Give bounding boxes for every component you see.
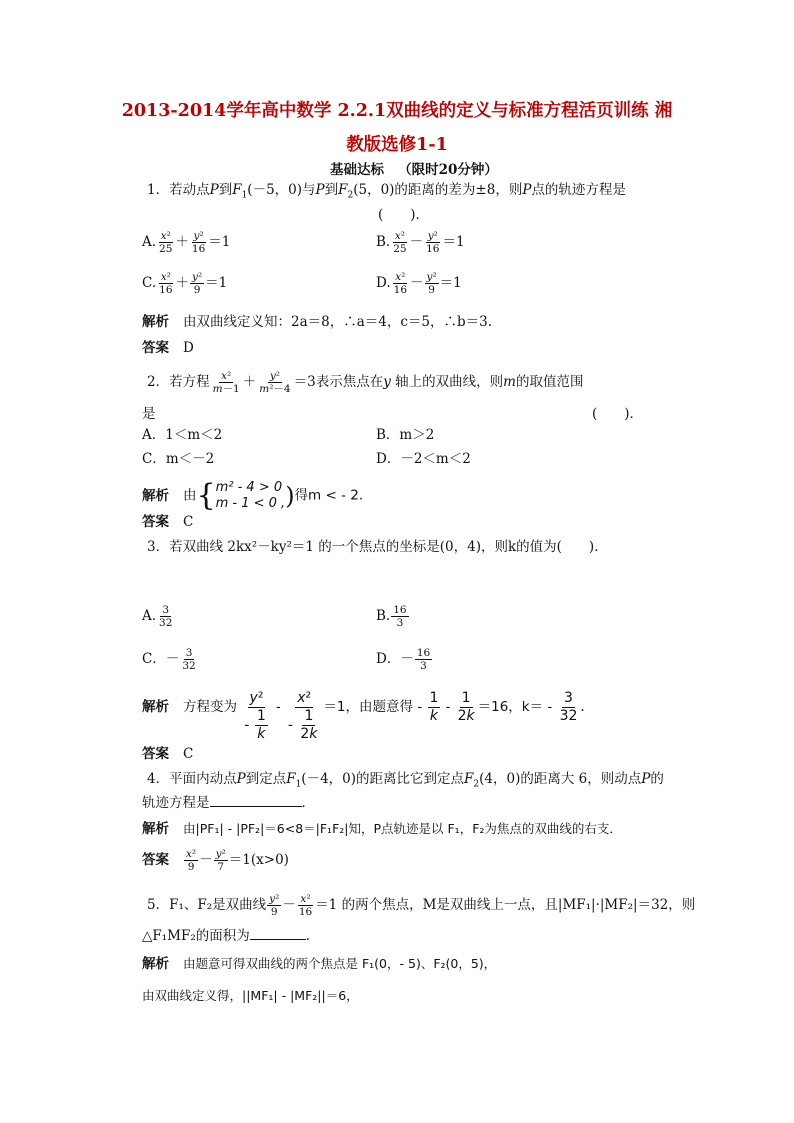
q3-option-d: D．－ $\frac{16}{3}$ xyxy=(376,647,431,672)
section-name: 基础达标 xyxy=(330,162,384,178)
q1-analysis: 解析 由双曲线定义知：2a＝8，∴a＝4，c＝5，∴b＝3. xyxy=(142,314,493,330)
q1-stem: 1．若动点P到$F_1(-5$，0)与P到$F_2(5$，0)的距离的差为±8，则P点的轨迹方程是 xyxy=(147,182,626,201)
q2-option-a: A．1＜m＜2 xyxy=(142,427,223,443)
document-title: 2013-2014学年高中数学 2.2.1双曲线的定义与标准方程活页训练 湘 xyxy=(121,101,673,121)
q2-option-c: C．m＜－2 xyxy=(142,451,215,467)
q1-option-a: A. $\frac{\text{x²}}{25}$ ＋ $\frac{\text{y²}}{16}$ ＝1 xyxy=(142,230,231,255)
q3-option-c: C．－ $\frac{3}{32}$ xyxy=(142,647,196,672)
q4-stem-line2: 轨迹方程是 ． xyxy=(142,792,315,813)
q3-option-a: A. $\frac{3}{32}$ xyxy=(142,604,173,629)
q5-analysis: 解析 由题意可得双曲线的两个焦点是 F₁(0，- 5)、F₂(0，5)， xyxy=(142,956,497,972)
q5-answer-blank xyxy=(250,925,306,940)
q2-answer: 答案 C xyxy=(142,514,194,530)
q4-stem: 4．平面内动点P到定点$F_1(-4$，0)的距离比它到定点$F_2(4$，0)的距离大 6，则动点P的 xyxy=(147,771,664,790)
q4-answer: 答案 $\frac{\text{x²}}{9}$ － $\frac{\text{y²}}{7}$ ＝1(x>0) xyxy=(142,848,289,873)
q2-stem-line2: 是 xyxy=(142,406,156,422)
document-title-line2: 教版选修1-1 xyxy=(346,135,448,155)
q3-option-b: B. $\frac{16}{3}$ xyxy=(376,604,407,629)
q2-analysis: 解析 由{ m² - 4 > 0 m - 1 < 0 , )得m < - 2. xyxy=(142,478,364,513)
q5-stem-line2: △F₁MF₂的面积为 ． xyxy=(142,925,319,946)
section-heading xyxy=(330,160,498,180)
q4-analysis: 解析 由|PF₁| - |PF₂|＝6<8＝|F₁F₂|知，P点轨迹是以 F₁，F₂为焦点的双曲线的右支． xyxy=(142,821,622,837)
q1-option-b: B. $\frac{\text{x²}}{25}$ － $\frac{\text{y²}}{16}$ ＝1 xyxy=(376,230,465,255)
q1-paren: ( )． xyxy=(378,207,430,223)
q3-stem: 3．若双曲线 2kx²－ky²＝1 的一个焦点的坐标是(0，4)，则k的值为( ). xyxy=(147,539,599,555)
section-time: （限时20分钟） xyxy=(398,162,498,178)
q1-option-c: C. $\frac{\text{x²}}{16}$ ＋ $\frac{\text{y²}}{9}$ ＝1 xyxy=(142,271,228,296)
q5-stem: 5．F₁、F₂是双曲线 $\frac{\text{y²}}{9}$ － $\frac{\text{x²}}{16}$ ＝1 的两个焦点，M是双曲线上一点，且|MF₁|·|MF₂|＝32，则 xyxy=(147,893,696,918)
q2-stem: 2．若方程 $\frac{\text{x²}}{m-1}$ ＋ $\frac{\text{y²}}{\text{m²－4}}$ ＝3表示焦点在y 轴上的双曲线，则m的取值范围 xyxy=(147,370,584,395)
q1-answer: 答案 D xyxy=(142,340,194,356)
q4-answer-blank xyxy=(210,792,302,807)
q2-option-b: B．m＞2 xyxy=(376,427,435,443)
q1-option-d: D. $\frac{\text{x²}}{16}$ － $\frac{\text{y²}}{9}$ ＝1 xyxy=(376,271,462,296)
q3-answer: 答案 C xyxy=(142,746,194,762)
q5-analysis-line2: 由双曲线定义得，||MF₁| - |MF₂||＝6， xyxy=(142,988,359,1003)
q2-paren: ( )． xyxy=(592,406,644,422)
q2-option-d: D．－2＜m＜2 xyxy=(376,451,471,467)
q3-analysis: 解析 方程变为 y² - $\frac{1}{k}$ - x² - $\frac{1}{2k}$ ＝1，由题意得 - $\frac{1}{k}$ - $\frac{1}{2k}$ ＝16，k＝ - $\frac{3}{32}$ . xyxy=(142,690,585,742)
